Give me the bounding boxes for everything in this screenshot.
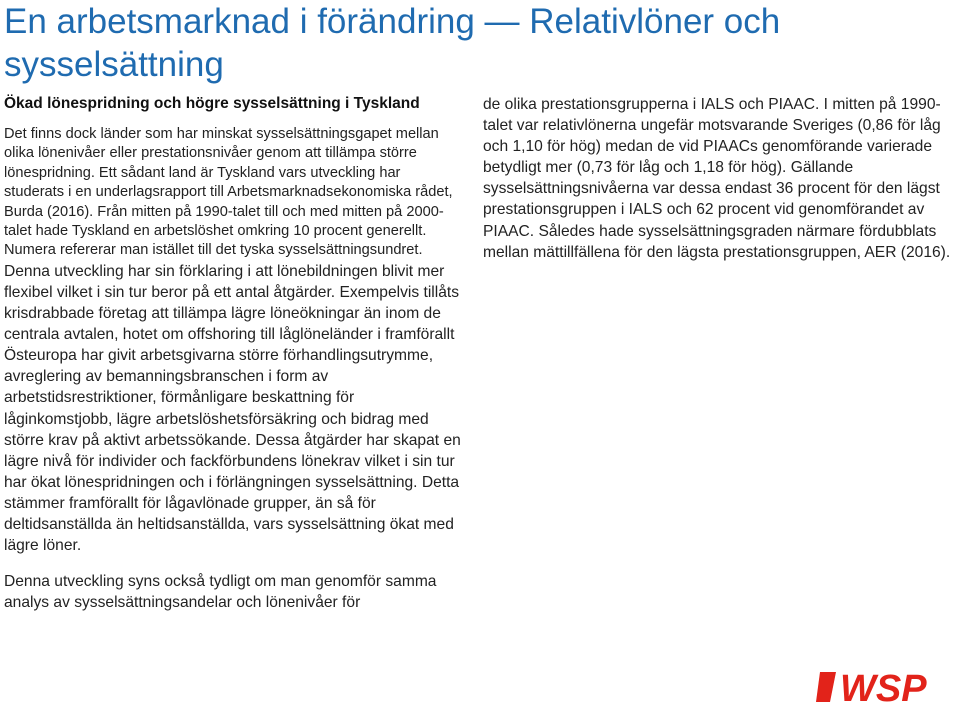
left-paragraph-2: Denna utveckling har sin förklaring i att lönebildningen blivit mer flexibel vilket i sin tur beror på ett antal åtgärder. Exempelvis tillåts krisdrabbade företag att tillämpa lägre löneökningar än inom de centrala avtalen, hotet om offshoring till låglöneländer i framförallt Östeuropa har givit arbetsgivarna större förhandlingsutrymme, avreglering av bemanningsbranschen i form av arbetstidsrestriktioner, förmånligare beskattning för låginkomstjobb, lägre arbetslöshetsförsäkring och bidrag med större krav på aktivt arbetssökande. Dessa åtgärder har skapat en lägre nivå för individer och fackförbundens lönekrav vilket i sin tur har ökat lönespridningen och i förlängningen sysselsättning. Detta stämmer framförallt för lågavlönade grupper, än så för deltidsanställda än heltidsanställda, vars sysselsättning ökat med lägre löner. — [4, 262, 461, 555]
right-column — [483, 94, 953, 263]
logo-text: WSP — [840, 668, 927, 710]
wsp-logo-graphic — [816, 660, 956, 710]
right-paragraph-1: de olika prestationsgrupperna i IALS och PIAAC. I mitten på 1990-talet var relativlönerna ungefär motsvarande Sveriges (0,86 för låg och 1,10 för hög) medan de vid PIAACs genomförande varierade betydligt mer (0,73 för låg och 1,18 för hög). Gällande sysselsättningsnivåerna var dessa endast 36 procent för den lägst prestationsgruppen i IALS och 62 procent vid genomförandet av PIAAC. Således hade sysselsättningsgraden närmare fördubblats mellan mättillfällena för den lägsta prestationsgruppen, AER (2016). — [483, 96, 951, 261]
page-title: En arbetsmarknad i förändring — Relativlöner och sysselsättning — [4, 2, 781, 84]
wsp-logo — [816, 660, 956, 710]
left-paragraph-3: Denna utveckling syns också tydligt om man genomför samma analys av sysselsättningsandelar och lönenivåer för — [4, 573, 437, 612]
section-subheading: Ökad lönespridning och högre sysselsättning i Tyskland — [4, 95, 420, 112]
left-column — [4, 125, 464, 613]
logo-mark-slash — [816, 672, 836, 702]
left-paragraph-1: Det finns dock länder som har minskat sysselsättningsgapet mellan olika lönenivåer eller prestationsnivåer genom att tillämpa större lönespridning. Ett sådant land är Tyskland vars utveckling har studerats i en underlagsrapport till Arbetsmarknadsekonomiska rådet, Burda (2016). Från mitten på 1990-talet till och med mitten på 2000-talet hade Tyskland en arbetslöshet omkring 10 procent generellt. Numera refererar man istället till det tyska sysselsättningsundret. — [4, 126, 453, 259]
